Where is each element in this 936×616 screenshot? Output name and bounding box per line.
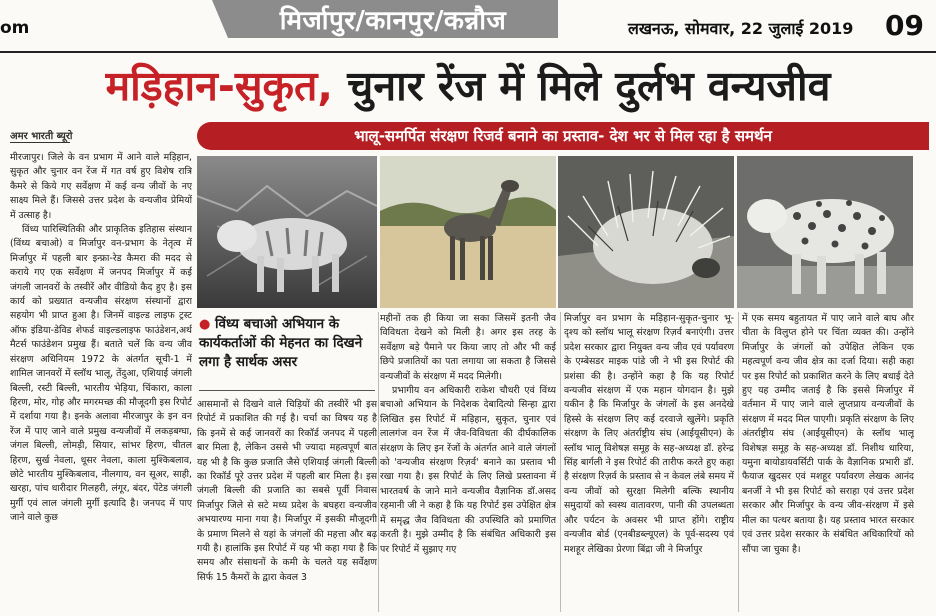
article-column-5 xyxy=(742,312,914,613)
pull-quote-text xyxy=(199,315,375,372)
column-divider xyxy=(738,312,739,612)
headline-red-part: मड़िहान-सुकृत, xyxy=(105,62,333,110)
paragraph: महीनों तक ही किया जा सका जिसमें इतनी जैव विविधता देखने को मिली है। अगर इस तरह के सर्वेक्षण बड़े पैमाने पर किया जाए तो और भी कई छिपे प्रजातियों का पता लगाया जा सकता है जिससे वन्यजीवों के संरक्षण में मदद मिलेगी। xyxy=(380,313,556,382)
bullet-icon: ● xyxy=(199,317,211,332)
dateline: लखनऊ, सोमवार, 22 जुलाई 2019 xyxy=(628,19,854,38)
porcupine-photo xyxy=(558,156,734,308)
paragraph: मीरजापुर। जिले के वन प्रभाग में आने वाले मड़िहान, सुकृत और चुनार वन रेंज में गत वर्ष हुए विशेष रात्रि कैमरे से किये गए सर्वेक्षण में कई वन्य जीवों के नए साक्ष्य मिले हैं। जिससे उत्तर प्रदेश के वन्यजीव प्रेमियों में उत्साह है। xyxy=(10,152,192,221)
article-column-4 xyxy=(564,312,734,613)
pull-quote-rule xyxy=(199,390,375,391)
leopard-cat-photo xyxy=(737,156,913,308)
pull-quote-body: विंध्य बचाओ अभियान के कार्यकर्ताओं की मेहनत का दिखने लगा है सार्थक असर xyxy=(199,316,363,370)
paragraph: प्रभागीय वन अधिकारी राकेश चौधरी एवं विंध्य बचाओ अभियान के निदेशक देबादित्यो सिन्हा द्वारा लिखित इस रिपोर्ट में मड़िहान, सुकृत, चुनार एवं लालगंज वन रेंज में जैव-विविधता की दीर्घकालिक संरक्षण के लिए इन रेंजों के अंतर्गत आने वाले जंगलों को 'वन्यजीव संरक्षण रिज़र्व' बनाने का प्रस्ताव भी रखा गया है। इस रिपोर्ट के लिए लिखे प्रस्तावना में भारतवर्ष के जाने माने वन्यजीव वैज्ञानिक डॉ.असद रहमानी जी ने कहा है कि यह रिपोर्ट इस उपेक्षित क्षेत्र में समृद्ध जैव विविधता की उपस्थिति को प्रमाणित करती है। मुझे उम्मीद है कि संबंधित अधिकारी इस पर रिपोर्ट में सुझाए गए xyxy=(380,385,556,555)
paragraph: आसमानों से दिखने वाले चिड़ियों की तस्वीरें भी इस रिपोर्ट में प्रकाशित की गई है। चर्चा का विषय यह है कि इनमें से कई जानवरों का रिकॉर्ड जनपद में पहली बार मिला है, लेकिन उससे भी ज्यादा महत्वपूर्ण बात यह भी है कि कुछ प्रजाति जैसे एशियाई जंगली बिल्ली का रिकॉर्ड पूरे उत्तर प्रदेश में पहली बार मिला है। इस जंगली बिल्ली की प्रजाति का सबसे पूर्वी निवास मिर्जापुर जिले से सटे मध्य प्रदेश के बघहरा वन्यजीव अभयारण्य माना गया है। मिर्जापुर में इसकी मौजूदगी के प्रमाण मिलने से यहां के जंगलों की महत्ता और बढ़ गयी है। हालांकि इस रिपोर्ट में यह भी कहा गया है कि समय और संसाधनों के कमी के चलते यह सर्वेक्षण सिर्फ 15 कैमरों के द्वारा केवल 3 xyxy=(197,399,377,583)
column-divider xyxy=(560,312,561,612)
column-divider xyxy=(378,312,379,612)
byline-underline xyxy=(10,142,70,143)
article-column-1 xyxy=(10,151,192,613)
article-column-2 xyxy=(197,398,377,613)
subheadline-banner: भालू-समर्पित संरक्षण रिजर्व बनाने का प्रस्ताव- देश भर से मिल रहा है समर्थन xyxy=(197,122,929,150)
headline xyxy=(0,57,936,113)
masthead xyxy=(0,0,936,54)
masthead-fragment: om xyxy=(0,18,30,38)
paragraph: विंध्य पारिस्थितिकी और प्राकृतिक इतिहास संस्थान (विंध्य बचाओ) व मिर्जापुर वन-प्रभाग के नेतृत्व में मिर्जापुर में पहली बार इन्फ्रा-रेड कैमरा की मदद से कराये गए एक सर्वेक्षण में जनपद मिर्जापुर में कई जंगली जानवरों के तस्वीरें और वीडियो कैद हुए है। इस कार्य को प्रख्यात वन्यजीव संरक्षण संस्थानों द्वारा सहयोग भी प्राप्त हुआ है। जिनमें वाइल्ड लाइफ ट्रस्ट ऑफ इंडिया-डेविड शेफर्ड वाइल्डलाइफ फाउंडेशन,अर्थ मैटर्स फाउंडेशन प्रमुख हैं। बताते चलें कि वन्य जीव संरक्षण अधिनियम 1972 के अंतर्गत सूची-1 में शामिल जानवरों में स्लॉथ भालू, तेंदुआ, एशियाई जंगली बिल्ली, रस्टी बिल्ली, भारतीय भेड़िया, चिंकारा, काला हिरण, मोर, गोह और मगरमच्छ की मौजूदगी इस रिपोर्ट में दर्शाया गया है। इनके अलावा मीरजापुर के इन वन रेंज में पाए जाने वाले प्रमुख वन्यजीवों में लकड़बग्घा, जंगल बिल्ली, लोमड़ी, सियार, सांभर हिरण, चीतल हिरण, सुर्ख नेवला, धूसर नेवला, काला मुश्किबलाव, छोटे भारतीय मुश्किबलाव, नीलगाय, वन सूअर, साही, खरहा, पांच धारीदार गिलहरी, लंगूर, बंदर, पेंटेड जंगली मुर्गी एवं लाल जंगली मुर्गी इत्यादि है। जनपद में पाए जाने वाले कुछ xyxy=(10,224,192,524)
paragraph: में एक समय बहुतायत में पाए जाने वाले बाघ और चीता के विलुप्त होने पर चिंता व्यक्त की। उन्होंने मिर्जापुर के जंगलों को उपेक्षित लेकिन एक महत्वपूर्ण वन्य जीव क्षेत्र का दर्जा दिया। सही कहा पर इस रिपोर्ट को प्रकाशित करने के लिए बधाई देते हुए यह उम्मीद जताई है कि इससे मिर्जापुर में वर्तमान में पाए जाने वाले लुप्तप्राय वन्यजीवों के संरक्षण में मदद मिल पाएगी। प्रकृति संरक्षण के लिए अंतर्राष्ट्रीय संघ (आईयूसीएन) के स्लॉथ भालू विशेषज्ञ समूह के सह-अध्यक्ष डॉ. निशीथ धारिया, यमुना बायोडायवर्सिटी पार्क के वैज्ञानिक प्रभारी डॉ. फैयाज खुदसर एवं मशहूर पर्यावरण लेखक आनंद बनर्जी ने भी इस रिपोर्ट को सराहा एवं उत्तर प्रदेश सरकार और मिर्जापुर के वन्य जीव-संरक्षण में इसे मील का पत्थर बताया है। यह प्रस्ताव भारत सरकार एवं उत्तर प्रदेश सरकार के संबंधित अधिकारियों को सौंपा जा चुका है। xyxy=(742,313,914,555)
byline: अमर भारती ब्यूरो xyxy=(10,131,73,142)
page-number: 09 xyxy=(885,9,924,42)
nilgai-photo xyxy=(380,156,556,308)
section-banner: मिर्जापुर/कानपुर/कन्नौज xyxy=(228,0,558,38)
article-column-3 xyxy=(380,312,556,613)
headline-black-part: चुनार रेंज में मिले दुर्लभ वन्यजीव xyxy=(347,62,831,110)
paragraph: मिर्जापुर वन प्रभाग के मड़िहान-सुकृत-चुनार भू-दृश्य को स्लॉथ भालू संरक्षण रिज़र्व बनाएंगी। उत्तर प्रदेश सरकार द्वारा नियुक्त वन्य जीव एवं पर्यावरण के एम्बेसडर माइक पांडे जी ने भी इस रिपोर्ट की प्रशंसा की है। उन्होंने कहा है कि यह रिपोर्ट वन्यजीव संरक्षण में एक महान योगदान है। मुझे यकीन है कि मिर्जापुर के जंगलों के इस अनदेखे हिस्से के संरक्षण लिए कई दरवाजे खुलेंगे। प्रकृति संरक्षण के लिए अंतर्राष्ट्रीय संघ (आईयूसीएन) के स्लॉथ भालू विशेषज्ञ समूह के सह-अध्यक्ष डॉ. हरेन्द्र सिंह बार्गली ने इस रिपोर्ट की तारीफ करते हुए कहा है संरक्षण रिज़र्व के प्रस्ताव से न केवल लंबे समय में वन्य जीवों को सुरक्षा मिलेगी बल्कि स्थानीय समुदायों को स्वस्थ वातावरण, पानी की उपलब्धता और पर्यटन के अवसर भी प्राप्त होंगे। राष्ट्रीय वन्यजीव बोर्ड (एनबीडब्ल्यूएल) के पूर्व-सदस्य एवं मशहूर लेखिका प्रेरणा बिंद्रा जी ने मिर्जापुर xyxy=(564,313,734,555)
pull-quote xyxy=(199,315,375,391)
hyena-photo xyxy=(197,156,377,308)
masthead-rule xyxy=(0,51,936,53)
